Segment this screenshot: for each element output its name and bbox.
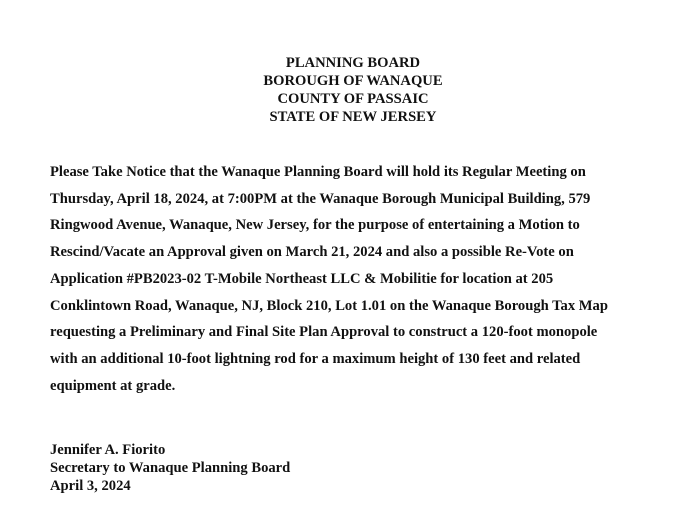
document-header: [0, 54, 692, 126]
notice-line: Please Take Notice that the Wanaque Planning Board will hold its Regular Meeting on: [50, 164, 586, 180]
notice-line: Rescind/Vacate an Approval given on March 21, 2024 and also a possible Re-Vote on: [50, 244, 574, 261]
notice-line: Application #PB2023-02 T-Mobile Northeast LLC & Mobilitie for location at 205: [50, 270, 554, 287]
signature-block: [50, 441, 290, 495]
notice-line: Conklintown Road, Wanaque, NJ, Block 210, Lot 1.01 on the Wanaque Borough Tax Map: [50, 297, 608, 314]
notice-line: equipment at grade.: [50, 377, 176, 394]
header-line-borough: BOROUGH OF WANAQUE: [263, 73, 443, 89]
notice-line: with an additional 10-foot lightning rod for a maximum height of 130 feet and related: [50, 350, 581, 367]
notice-body: [50, 159, 670, 399]
notice-line: Ringwood Avenue, Wanaque, New Jersey, for the purpose of entertaining a Motion to: [50, 217, 580, 234]
signer-title: Secretary to Wanaque Planning Board: [50, 460, 291, 476]
signature-date: April 3, 2024: [50, 478, 131, 494]
header-line-board: PLANNING BOARD: [285, 55, 421, 71]
signer-name: Jennifer A. Fiorito: [50, 442, 166, 458]
header-line-county: COUNTY OF PASSAIC: [277, 91, 429, 107]
notice-line: Thursday, April 18, 2024, at 7:00PM at the Wanaque Borough Municipal Building, 579: [50, 190, 591, 207]
notice-line: requesting a Preliminary and Final Site Plan Approval to construct a 120-foot monopole: [50, 324, 598, 341]
header-line-state: STATE OF NEW JERSEY: [269, 109, 437, 125]
